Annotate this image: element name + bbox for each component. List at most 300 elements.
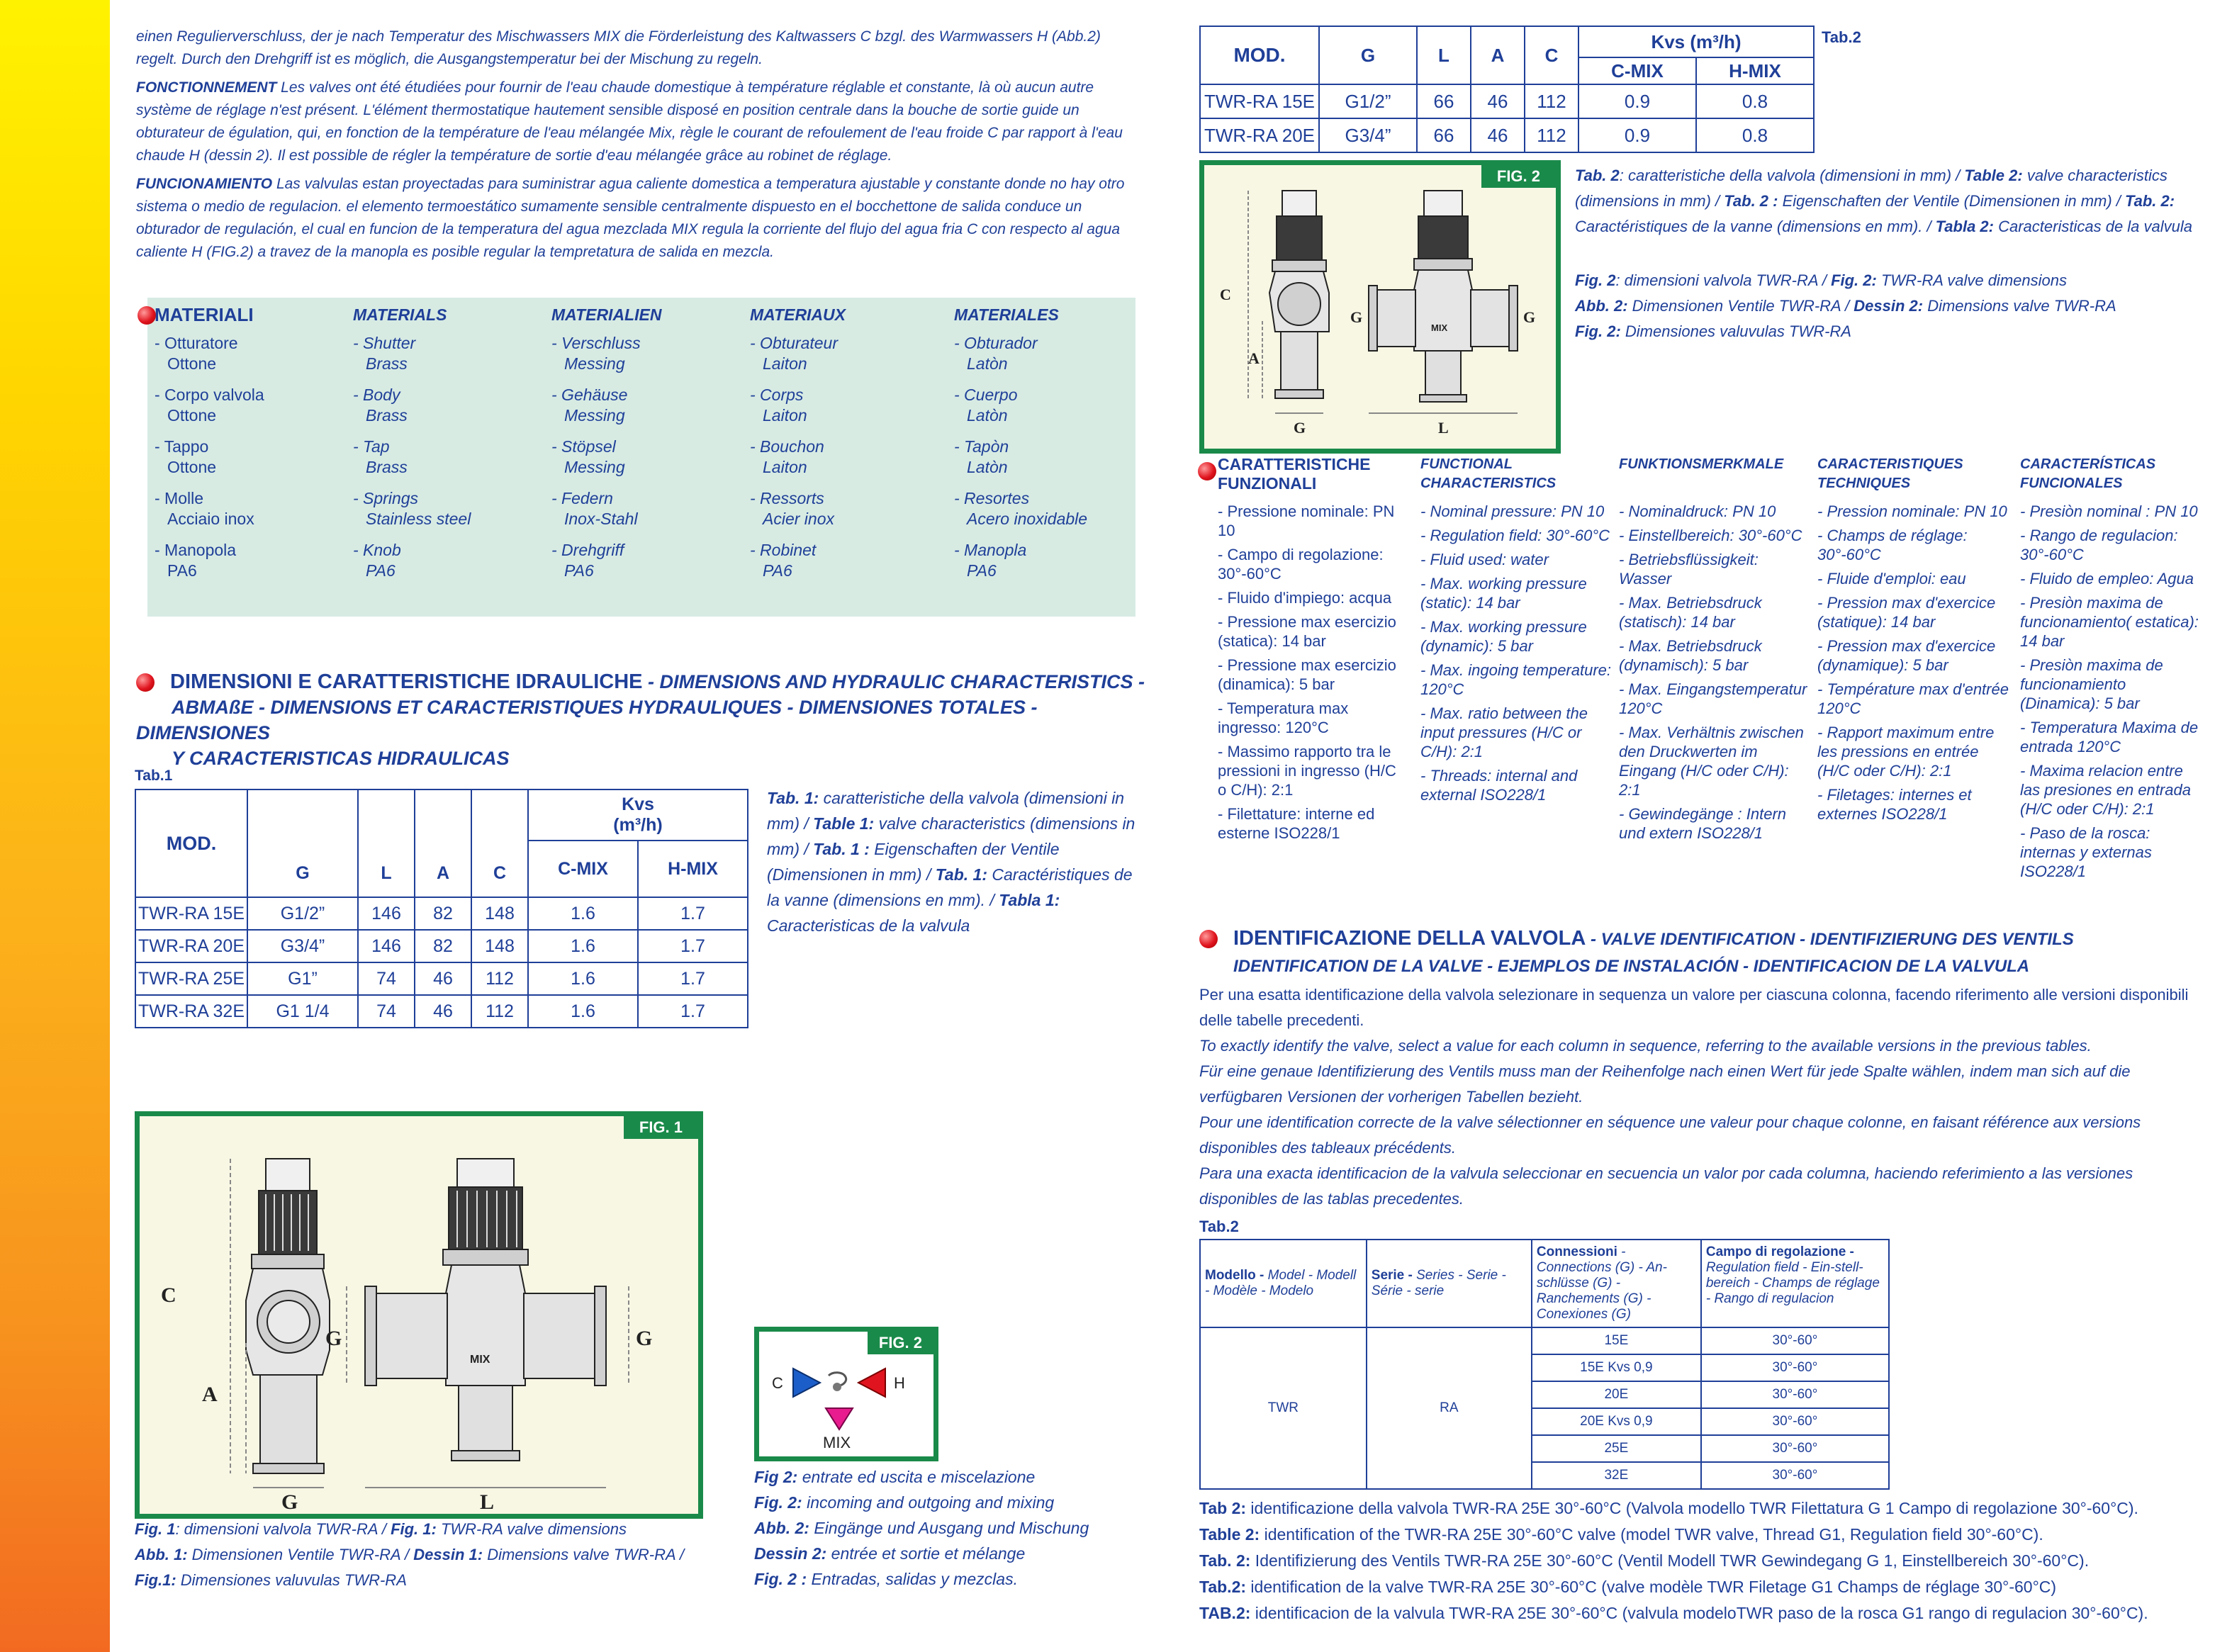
caption-line	[1199, 1495, 2206, 1522]
caption-text: entrée et sortie et mélange	[826, 1544, 1026, 1563]
table-cell: G1 1/4	[247, 995, 358, 1028]
table-cell: 1.7	[638, 995, 748, 1028]
material-part: - Ressorts	[750, 489, 824, 507]
material-part: - Obturador	[954, 334, 1038, 352]
col-g: G	[247, 790, 358, 897]
material-value: Ottone	[167, 458, 217, 476]
material-item	[353, 385, 537, 426]
table-cell: 148	[471, 897, 528, 930]
fig1-label-g1: G	[281, 1490, 298, 1514]
caption-text: TWR-RA valve dimensions	[436, 1520, 627, 1538]
characteristic-item: - Presiòn nominal : PN 10	[2020, 502, 2198, 520]
material-part: - Tap	[353, 437, 390, 456]
characteristic-item: - Max. ratio between the input pressures (H/C or C/H): 2:1	[1420, 704, 1588, 760]
material-part: - Gehäuse	[551, 386, 628, 404]
table-cell: 15E	[1532, 1327, 1701, 1354]
table-cell: 20E Kvs 0,9	[1532, 1408, 1701, 1435]
caption-label: Tab. 1:	[767, 789, 819, 807]
material-value: PA6	[564, 561, 594, 580]
materials-column	[155, 305, 339, 592]
fig2-big-tag: FIG. 2	[1481, 165, 1556, 188]
material-part: - Molle	[155, 489, 204, 507]
materials-column-header: MATERIAUX	[750, 305, 846, 324]
ident-fr: Pour une identification correcte de la valve sélectionner en séquence une valeur pour chaque colonne, en faisant référence aux versions disponibles des tableaux précédents.	[1199, 1113, 2141, 1157]
table-cell: TWR-RA 15E	[1200, 84, 1319, 118]
caption-text: identificazione della valvola TWR-RA 25E 30°-60°C (Valvola modello TWR Filettatura G 1 Campo di regolazione 30°-60°C).	[1246, 1499, 2138, 1517]
characteristic-item: - Pressione nominale: PN 10	[1218, 502, 1395, 539]
material-part: - Verschluss	[551, 334, 641, 352]
material-value: Latòn	[967, 354, 1008, 373]
table-cell: 1.7	[638, 930, 748, 962]
col-serie: Serie - Series - Serie - Série - serie	[1367, 1240, 1532, 1327]
characteristic-item: - Maxima relacion entre las presiones en entrada (H/C oder C/H): 2:1	[2020, 762, 2191, 818]
characteristic-item: - Max. Betriebsdruck (dynamisch): 5 bar	[1619, 637, 1762, 674]
material-value: Laiton	[763, 354, 807, 373]
tab-top-caption	[1575, 163, 2206, 240]
caption-text: incoming and outgoing and mixing	[802, 1493, 1055, 1512]
fig1-label-a: A	[202, 1383, 218, 1406]
caption-label: Abb. 2:	[754, 1519, 809, 1537]
material-value: Inox-Stahl	[564, 510, 638, 528]
col-mod: MOD.	[1200, 26, 1319, 84]
table-cell: 30°-60°	[1701, 1354, 1889, 1381]
fig2b-label-g2: G	[1350, 308, 1363, 326]
fig2-big-drawing	[1204, 165, 1556, 449]
caption-line	[135, 1542, 702, 1568]
characteristic-item: - Temperatura max ingresso: 120°C	[1218, 699, 1349, 736]
fig1-label-g2: G	[325, 1327, 342, 1350]
material-part: - Tappo	[155, 437, 209, 456]
material-item	[155, 385, 339, 426]
material-part: - Otturatore	[155, 334, 238, 352]
caption-text: Dimensiones valuvulas TWR-RA	[1620, 322, 1851, 340]
material-value: PA6	[167, 561, 197, 580]
material-item	[155, 333, 339, 374]
caption-label: Table 1:	[813, 814, 875, 833]
caption-line	[754, 1464, 1137, 1490]
serie-cell: RA	[1367, 1327, 1532, 1489]
tab2b-caption	[1199, 1495, 2206, 1626]
col-a: A	[1471, 26, 1525, 84]
characteristic-item: - Pression nominale: PN 10	[1817, 502, 2007, 520]
materials-column	[551, 305, 736, 592]
material-value: Acciaio inox	[167, 510, 254, 528]
caption-text: identification of the TWR-RA 25E 30°-60°C valve (model TWR valve, Thread G1, Regulation field 30°-60°C).	[1260, 1525, 2043, 1544]
table-cell: 20E	[1532, 1381, 1701, 1408]
caption-line	[754, 1490, 1137, 1515]
caption-label: Tab. 1:	[935, 865, 988, 884]
characteristic-item: - Rapport maximum entre les pressions en entrée (H/C oder C/H): 2:1	[1817, 724, 1995, 780]
col-c: C	[471, 790, 528, 897]
characteristics-column-header	[1218, 455, 1409, 495]
table-cell: G1/2”	[247, 897, 358, 930]
characteristic-item: - Filetages: internes et externes ISO228/1	[1817, 786, 1972, 823]
material-item	[353, 437, 537, 478]
caption-text: valve characteristics (dimensions in mm) /	[767, 814, 1135, 858]
characteristic-item: - Champs de réglage: 30°-60°C	[1817, 527, 1968, 563]
characteristics-column-header	[1619, 455, 1810, 495]
table-cell: 1.6	[528, 930, 638, 962]
caption-line	[754, 1566, 1137, 1592]
table-cell: 1.6	[528, 897, 638, 930]
characteristic-item: - Fluide d'emploi: eau	[1817, 570, 1966, 588]
fig1-caption	[135, 1517, 702, 1593]
characteristics-column	[1218, 455, 1409, 848]
header-line: FUNZIONALI	[1218, 474, 1317, 493]
col-cmix: C-MIX	[1578, 57, 1696, 84]
table-cell: TWR-RA 20E	[135, 930, 247, 962]
table-cell: G1”	[247, 962, 358, 995]
material-value: Messing	[564, 406, 625, 425]
characteristics-column	[1619, 455, 1810, 848]
material-item	[551, 488, 736, 529]
materials-column	[750, 305, 934, 592]
material-value: Acier inox	[763, 510, 834, 528]
table-row	[1200, 118, 1814, 152]
caption-line	[754, 1515, 1137, 1541]
header-line: CARATTERISTICHE	[1218, 455, 1371, 473]
tab1-caption	[767, 785, 1135, 938]
material-value: Ottone	[167, 406, 217, 425]
caption-line	[1575, 319, 2206, 344]
characteristic-item: - Fluido de empleo: Agua	[2020, 570, 2194, 588]
caption-text: caratteristiche della valvola (dimensioni in mm) /	[767, 789, 1125, 833]
table-cell: G3/4”	[1319, 118, 1417, 152]
material-value: Laiton	[763, 458, 807, 476]
ident-en: To exactly identify the valve, select a value for each column in sequence, referring to the available versions in the previous tables.	[1199, 1037, 2092, 1055]
ident-de: Für eine genaue Identifizierung des Ventils muss man der Reihenfolge nach einen Wert für jede Spalte wählen, indem man sich auf die verfügbaren Versionen der vorherigen Tabellen bezieht.	[1199, 1062, 2131, 1106]
characteristic-item: - Pression max d'exercice (statique): 14 bar	[1817, 594, 1996, 631]
material-part: - Springs	[353, 489, 419, 507]
table-cell: TWR-RA 15E	[135, 897, 247, 930]
caption-label: Abb. 1:	[135, 1546, 188, 1563]
caption-text: : dimensioni valvola TWR-RA /	[1615, 271, 1832, 289]
caption-text: Caracteristicas de la valvula	[1994, 218, 2193, 235]
caption-label: TAB.2:	[1199, 1604, 1251, 1622]
ident-es: Para una exacta identificacion de la valvula seleccionar en secuencia un valor por cada columna, haciendo referimiento a las versiones disponibles de las tablas precedentes.	[1199, 1164, 2133, 1208]
fig2-big-frame	[1199, 160, 1561, 454]
material-part: - Manopla	[954, 541, 1027, 559]
table-cell: 46	[1471, 118, 1525, 152]
material-item	[551, 333, 736, 374]
table-cell: 1.6	[528, 962, 638, 995]
material-part: - Corps	[750, 386, 804, 404]
fig2-small-caption	[754, 1464, 1137, 1592]
fig1-label-g3: G	[636, 1327, 653, 1350]
col-g: G	[1319, 26, 1417, 84]
material-value: Messing	[564, 458, 625, 476]
caption-label: Tab. 2 :	[1724, 192, 1778, 210]
tab1-table	[135, 789, 748, 1028]
caption-text: Dimensions valve TWR-RA	[1923, 297, 2116, 315]
characteristic-item: - Fluid used: water	[1420, 551, 1549, 568]
material-value: Acero inoxidable	[967, 510, 1088, 528]
caption-label: Fig. 2:	[754, 1493, 802, 1512]
table-cell: TWR-RA 32E	[135, 995, 247, 1028]
caption-label: Fig 2:	[754, 1468, 798, 1486]
table-row	[135, 995, 748, 1028]
col-mod: MOD.	[135, 790, 247, 897]
materials-column	[353, 305, 537, 592]
characteristics-column-header	[2020, 455, 2204, 495]
fig2-label-mix: MIX	[823, 1434, 851, 1451]
material-part: - Drehgriff	[551, 541, 624, 559]
bullet-icon	[136, 673, 155, 692]
table-cell: 66	[1417, 84, 1471, 118]
caption-text: Eingänge und Ausgang und Mischung	[809, 1519, 1089, 1537]
fig2b-label-c: C	[1220, 286, 1231, 303]
caption-label: Fig. 2:	[1575, 322, 1621, 340]
fig2-small-frame	[754, 1327, 938, 1461]
characteristic-item: - Pressione max esercizio (dinamica): 5 bar	[1218, 656, 1396, 693]
fig2-label-c: C	[772, 1374, 783, 1392]
caption-label: Fig.1:	[135, 1571, 176, 1589]
caption-text: Identifizierung des Ventils TWR-RA 25E 30°-60°C (Ventil Modell TWR Gewindegang G 1, Einstellbereich 30°-60°C).	[1250, 1551, 2090, 1570]
col-kvs: Kvs (m³/h)	[528, 790, 748, 841]
characteristics-column	[1817, 455, 2009, 828]
identification-title: IDENTIFICAZIONE DELLA VALVOLA - VALVE IDENTIFICATION - IDENTIFIZIERUNG DES VENTILS IDENTIFICATION DE LA VALVE - EJEMPLOS DE INSTALACIÓN - IDENTIFICACION DE LA VALVULA	[1199, 926, 2206, 979]
table-cell: 74	[358, 995, 415, 1028]
characteristic-item: - Threads: internal and external ISO228/1	[1420, 767, 1578, 804]
characteristics-column	[2020, 455, 2204, 886]
material-part: - Body	[353, 386, 400, 404]
dimensions-title: DIMENSIONI E CARATTERISTICHE IDRAULICHE - DIMENSIONS AND HYDRAULIC CHARACTERISTICS - ABMAßE - DIMENSIONS ET CARACTERISTIQUES HYDRAULIQUES - DIMENSIONES TOTALES - DIMENSIONES Y CARACTERISTICAS HIDRAULICAS	[136, 670, 1145, 769]
table-cell: 46	[415, 962, 471, 995]
material-value: Stainless steel	[366, 510, 471, 528]
caption-line	[1199, 1522, 2206, 1548]
header-line: FUNCIONALES	[2020, 476, 2123, 491]
table-cell: 66	[1417, 118, 1471, 152]
table-cell: 0.8	[1696, 118, 1814, 152]
caption-line	[754, 1541, 1137, 1566]
caption-line	[1199, 1600, 2206, 1626]
table-cell: 30°-60°	[1701, 1327, 1889, 1354]
characteristic-item: - Max. working pressure (static): 14 bar	[1420, 575, 1587, 612]
caption-text: Entradas, salidas y mezclas.	[807, 1570, 1018, 1588]
characteristic-item: - Rango de regulacion: 30°-60°C	[2020, 527, 2178, 563]
caption-text: entrate ed uscita e miscelazione	[797, 1468, 1036, 1486]
materials-column-header: MATERIALIEN	[551, 305, 662, 324]
material-item	[155, 540, 339, 581]
col-a: A	[415, 790, 471, 897]
caption-line	[1575, 268, 2206, 293]
materials-column-header: MATERIALI	[155, 304, 254, 325]
material-value: Brass	[366, 458, 408, 476]
fig1-drawing	[140, 1116, 698, 1514]
material-value: Latòn	[967, 458, 1008, 476]
caption-text: identification de la valve TWR-RA 25E 30°-60°C (valve modèle TWR Filetage G1 Champs de réglage 30°-60°C)	[1246, 1578, 2057, 1596]
caption-text: Caractéristiques de la vanne (dimensions en mm). /	[767, 865, 1133, 909]
material-item	[954, 540, 1138, 581]
caption-text: Dimensiones valuvulas TWR-RA	[176, 1571, 407, 1589]
material-item	[353, 333, 537, 374]
caption-label: Fig. 1:	[391, 1520, 437, 1538]
caption-label: Tab.2:	[1199, 1578, 1247, 1596]
header-line: FUNKTIONSMERKMALE	[1619, 456, 1784, 472]
intro-fr: FONCTIONNEMENT Les valves ont été étudiées pour fournir de l'eau chaude domestique à température réglable et constante, là où aucun autre système de réglage n'est présent. L'élément thermostatique hautement sensible disposé en position centrale dans la bouche de sortie guide un obturateur de égulation, qui, en fonction de la température de l'eau mélangée Mix, règle le courant de refoulement de l'eau froide C par rapport à l'eau chaude H (dessin 2). Il est possible de régler la température de sortie d'eau mélangée grâce au robinet de réglage.	[136, 79, 1123, 164]
characteristic-item: - Max. working pressure (dynamic): 5 bar	[1420, 618, 1587, 655]
material-value: Ottone	[167, 354, 217, 373]
fig2b-label-g1: G	[1294, 419, 1306, 437]
material-part: - Federn	[551, 489, 613, 507]
material-item	[954, 385, 1138, 426]
caption-label: Fig. 1	[135, 1520, 176, 1538]
table-cell: 1.7	[638, 897, 748, 930]
caption-text: Caractéristiques de la vanne (dimensions en mm). /	[1575, 218, 1936, 235]
caption-label: Fig. 2 :	[754, 1570, 807, 1588]
table-cell: 1.6	[528, 995, 638, 1028]
fig2-big-caption	[1575, 268, 2206, 344]
caption-label: Table 2:	[1964, 167, 2023, 184]
fig1-label-c: C	[161, 1283, 176, 1307]
material-item	[155, 488, 339, 529]
material-item	[750, 488, 934, 529]
tab1-label: Tab.1	[135, 768, 173, 784]
material-part: - Stöpsel	[551, 437, 616, 456]
table-row	[135, 897, 748, 930]
material-item	[954, 488, 1138, 529]
table-cell: 30°-60°	[1701, 1408, 1889, 1435]
fig1-tag: FIG. 1	[624, 1116, 698, 1139]
material-part: - Cuerpo	[954, 386, 1018, 404]
col-l: L	[1417, 26, 1471, 84]
table-cell: 82	[415, 897, 471, 930]
ident-it: Per una esatta identificazione della valvola selezionare in sequenza un valore per ciascuna colonna, facendo riferimento alle versioni disponibili delle tabelle precedenti.	[1199, 986, 2189, 1029]
caption-text: identificacion de la valvula TWR-RA 25E 30°-60°C (valvula modeloTWR paso de la rosca G1 rango di regulacion 30°-60°C).	[1250, 1604, 2148, 1622]
orange-side-stripe	[0, 0, 110, 1652]
table-cell: 46	[1471, 84, 1525, 118]
materials-column	[954, 305, 1138, 592]
intro-de: einen Regulierverschluss, der je nach Temperatur des Mischwassers MIX die Förderleistung des Kaltwassers C bzgl. des Warmwassers H (Abb.2) regelt. Durch den Drehgriff ist es möglich, die Ausgangstemperatur bei der Mischung zu regeln.	[136, 28, 1101, 67]
material-item	[551, 385, 736, 426]
material-item	[551, 540, 736, 581]
header-line: CHARACTERISTICS	[1420, 476, 1557, 491]
caption-text: Dimensions valve TWR-RA /	[483, 1546, 685, 1563]
material-item	[353, 488, 537, 529]
caption-text: TWR-RA valve dimensions	[1876, 271, 2067, 289]
header-line: CARACTERÍSTICAS	[2020, 456, 2156, 472]
header-line: TECHNIQUES	[1817, 476, 1911, 491]
caption-label: Tab. 2	[1575, 167, 1620, 184]
tab-top-table	[1199, 26, 1815, 153]
caption-line	[1199, 1574, 2206, 1600]
tab2b-table	[1199, 1239, 1890, 1490]
table-cell: 0.9	[1578, 118, 1696, 152]
characteristic-item: - Max. Verhältnis zwischen den Druckwerten im Eingang (H/C oder C/H): 2:1	[1619, 724, 1804, 799]
tab-top-label: Tab.2	[1822, 28, 1861, 46]
caption-text: Dimensionen Ventile TWR-RA /	[1627, 297, 1854, 315]
material-part: - Corpo valvola	[155, 386, 264, 404]
table-cell: 148	[471, 930, 528, 962]
material-item	[954, 437, 1138, 478]
caption-line	[1575, 293, 2206, 319]
caption-label: Tab 2:	[1199, 1499, 1247, 1517]
caption-label: Fig. 2	[1575, 271, 1616, 289]
characteristic-item: - Max. Eingangstemperatur 120°C	[1619, 680, 1807, 717]
fig1-label-l: L	[480, 1490, 495, 1514]
material-item	[750, 540, 934, 581]
characteristic-item: - Pression max d'exercice (dynamique): 5 bar	[1817, 637, 1996, 674]
material-value: PA6	[763, 561, 792, 580]
col-l: L	[358, 790, 415, 897]
bullet-icon	[1199, 930, 1218, 948]
table-row	[1200, 84, 1814, 118]
fig2b-label-mix: MIX	[1431, 322, 1448, 333]
material-value: Messing	[564, 354, 625, 373]
caption-label: Dessin 2:	[1854, 297, 1924, 315]
material-value: Brass	[366, 406, 408, 425]
intro-es: FUNCIONAMIENTO Las valvulas estan proyectadas para suministrar agua caliente domestica a temperatura ajustable y constante donde no hay otro sistema o medio de regulacion. el elemento termoestático sumamente sensible centralmente dispuesto en el bocchettone de salida conduce un obturador de regulación, el cual en funcion de la temperatura del agua mezclada MIX regula la corriente del flujo del agua fria C con respecto al agua caliente H (FIG.2) a travez de la manopla es posible regular la tempretatura de salida en mezcla.	[136, 176, 1125, 260]
col-hmix: H-MIX	[1696, 57, 1814, 84]
table-cell: G1/2”	[1319, 84, 1417, 118]
characteristic-item: - Betriebsflüssigkeit: Wasser	[1619, 551, 1759, 588]
table-cell: 0.9	[1578, 84, 1696, 118]
fig2b-label-l: L	[1438, 419, 1449, 437]
caption-text: : dimensioni valvola TWR-RA /	[175, 1520, 391, 1538]
table-cell: G3/4”	[247, 930, 358, 962]
characteristic-item: - Einstellbereich: 30°-60°C	[1619, 527, 1802, 544]
caption-line	[135, 1517, 702, 1542]
characteristics-column-header	[1420, 455, 1612, 495]
table-cell: 82	[415, 930, 471, 962]
material-item	[353, 540, 537, 581]
caption-text: Caracteristicas de la valvula	[767, 916, 970, 935]
characteristics-column-header	[1817, 455, 2009, 495]
characteristic-item: - Pressione max esercizio (statica): 14 bar	[1218, 613, 1396, 650]
bullet-icon	[1198, 462, 1216, 481]
fig2-flow-diagram	[759, 1332, 933, 1456]
characteristic-item: - Filettature: interne ed esterne ISO228/1	[1218, 805, 1375, 842]
table-cell: 1.7	[638, 962, 748, 995]
table-row	[135, 930, 748, 962]
table-cell: TWR-RA 25E	[135, 962, 247, 995]
caption-text: Dimensionen Ventile TWR-RA /	[187, 1546, 414, 1563]
characteristics-column	[1420, 455, 1612, 809]
characteristic-item: - Max. Betriebsdruck (statisch): 14 bar	[1619, 594, 1762, 631]
caption-label: Abb. 2:	[1575, 297, 1628, 315]
intro-text	[136, 26, 1143, 269]
fig1-frame	[135, 1111, 703, 1519]
table-cell: 112	[1525, 84, 1578, 118]
caption-label: Tab. 2:	[1199, 1551, 1251, 1570]
col-c: C	[1525, 26, 1578, 84]
characteristic-item: - Paso de la rosca: internas y externas ISO228/1	[2020, 824, 2152, 880]
caption-text: valve characteristics (dimensions in mm) /	[1575, 167, 2167, 210]
table-cell: 30°-60°	[1701, 1462, 1889, 1489]
fig2b-label-a: A	[1248, 349, 1260, 367]
caption-label: Table 2:	[1199, 1525, 1260, 1544]
material-value: PA6	[967, 561, 997, 580]
material-item	[155, 437, 339, 478]
characteristic-item: - Temperatura Maxima de entrada 120°C	[2020, 719, 2199, 755]
fig2-label-h: H	[894, 1374, 905, 1392]
table-row	[135, 962, 748, 995]
material-item	[954, 333, 1138, 374]
characteristic-item: - Nominal pressure: PN 10	[1420, 502, 1605, 520]
material-part: - Bouchon	[750, 437, 824, 456]
material-part: - Shutter	[353, 334, 416, 352]
caption-label: Fig. 2:	[1831, 271, 1877, 289]
caption-label: Dessin 2:	[754, 1544, 827, 1563]
table-cell: 25E	[1532, 1435, 1701, 1462]
characteristic-item: - Fluido d'impiego: acqua	[1218, 589, 1392, 607]
characteristic-item: - Presiòn maxima de funcionamiento (Dinamica): 5 bar	[2020, 656, 2163, 712]
table-row	[1200, 1327, 1889, 1354]
characteristic-item: - Regulation field: 30°-60°C	[1420, 527, 1610, 544]
table-cell: 46	[415, 995, 471, 1028]
model-cell: TWR	[1200, 1327, 1367, 1489]
bullet-icon	[138, 306, 156, 325]
